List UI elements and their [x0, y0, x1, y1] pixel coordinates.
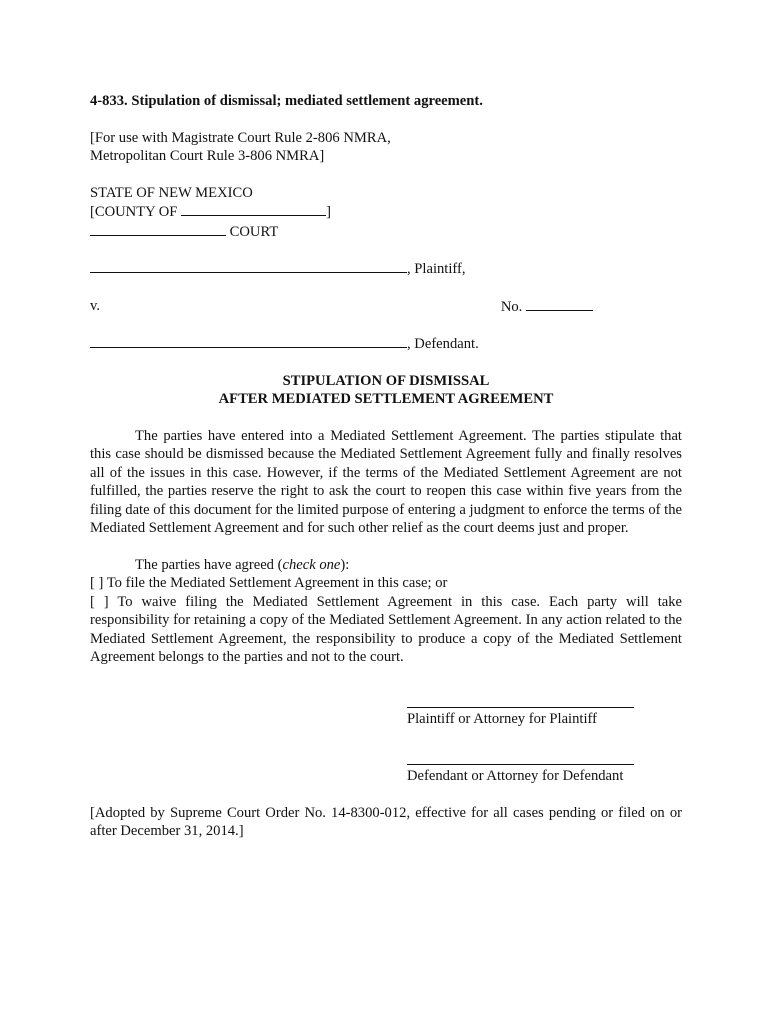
- option-file-agreement[interactable]: [ ] To file the Mediated Settlement Agreement in this case; or: [90, 575, 448, 591]
- case-number: [501, 297, 682, 317]
- county-prefix: [COUNTY OF: [90, 204, 178, 220]
- defendant-suffix: , Defendant.: [407, 336, 479, 352]
- plaintiff-signature-block: [407, 707, 634, 729]
- plaintiff-line: [90, 259, 682, 279]
- agreed-intro-text: The parties have agreed (: [135, 556, 283, 573]
- court-blank[interactable]: [90, 222, 226, 236]
- plaintiff-suffix: , Plaintiff,: [407, 261, 466, 277]
- agreed-italic-text: check one: [282, 556, 341, 573]
- plaintiff-signature-line[interactable]: [407, 707, 634, 708]
- court-caption: [90, 184, 682, 242]
- case-number-blank[interactable]: [526, 297, 593, 311]
- rule-heading: 4-833. Stipulation of dismissal; mediated settlement agreement.: [90, 93, 483, 109]
- defendant-signature-label: Defendant or Attorney for Defendant: [407, 768, 624, 784]
- state-name: STATE OF NEW MEXICO: [90, 184, 253, 201]
- adoption-note: [Adopted by Supreme Court Order No. 14-8300-012, effective for all cases pending or filed on or after December 31, 2014.]: [90, 804, 682, 839]
- case-number-label: No.: [500, 298, 523, 315]
- document-page: [90, 92, 682, 841]
- court-suffix: COURT: [226, 223, 279, 240]
- title-line-2: AFTER MEDIATED SETTLEMENT AGREEMENT: [218, 391, 554, 407]
- option-waive-filing[interactable]: [ ] To waive filing the Mediated Settlement Agreement in this case. Each party will take responsibility for retaining a copy of the Mediated Settlement Agreement. In any action related to the Mediated Settlement Agreement, the responsibility to produce a copy of the Mediated Settlement Agreement belongs to the parties and not to the court.: [90, 593, 682, 665]
- title-line-1: STIPULATION OF DISMISSAL: [282, 372, 490, 389]
- plaintiff-blank[interactable]: [90, 259, 407, 273]
- use-note-line-1: [For use with Magistrate Court Rule 2-806 NMRA,: [90, 129, 391, 146]
- county-line: [90, 202, 682, 222]
- court-line: [90, 222, 682, 242]
- defendant-signature-block: [407, 764, 634, 786]
- stipulation-paragraph: The parties have entered into a Mediated Settlement Agreement. The parties stipulate that this case should be dismissed because the Mediated Settlement Agreement fully and finally resolves all of the issues in this case. However, if the terms of the Mediated Settlement Agreement are not fulfilled, the parties reserve the right to ask the court to reopen this case within five years from the filing date of this document for the limited purpose of entering a judgment to enforce the terms of the Mediated Settlement Agreement and for such other relief as the court deems just and proper.: [90, 427, 682, 536]
- plaintiff-signature-label: Plaintiff or Attorney for Plaintiff: [407, 710, 597, 727]
- county-suffix: ]: [326, 204, 331, 220]
- use-note-line-2: Metropolitan Court Rule 3-806 NMRA]: [90, 148, 325, 164]
- defendant-blank[interactable]: [90, 334, 407, 348]
- document-title: [90, 372, 682, 409]
- versus-label: v.: [90, 297, 100, 314]
- versus-row: [90, 297, 682, 317]
- agreed-end-text: ):: [340, 556, 350, 573]
- defendant-signature-line[interactable]: [407, 764, 634, 765]
- county-blank[interactable]: [181, 202, 326, 216]
- use-note: [90, 129, 682, 166]
- defendant-line: [90, 334, 682, 354]
- agreed-intro: [90, 556, 682, 575]
